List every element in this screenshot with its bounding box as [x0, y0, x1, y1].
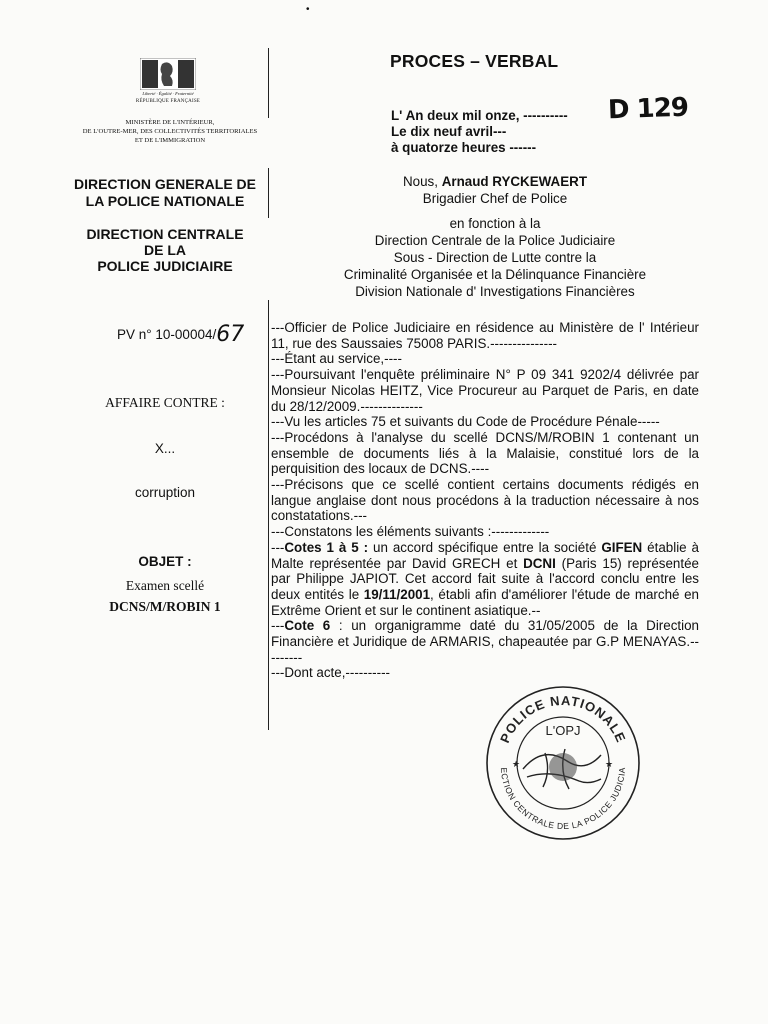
marianne-emblem-icon — [140, 58, 196, 90]
officer-function-line-2: Direction Centrale de la Police Judiciaire — [374, 233, 616, 248]
cotes-1-5-date: 19/11/2001 — [363, 586, 431, 602]
paragraph-precisions: ---Précisons que ce scellé contient certains documents rédigés en langue anglaise dont nous procédons à la traduction nécessaire à nos constatations.--- — [271, 477, 699, 524]
objet-label: OBJET : — [138, 554, 192, 569]
paragraph-enquete: ---Poursuivant l'enquête préliminaire N° P 09 341 9202/4 délivrée par Monsieur Nicolas HEITZ, Vice Procureur au Parquet de Paris, en date du 28/12/2009.-------------- — [271, 367, 699, 414]
date-line-1: L' An deux mil onze, ---------- — [391, 108, 568, 123]
cotes-1-5-gifen: GIFEN — [601, 539, 643, 555]
affaire-corruption: corruption — [134, 485, 196, 500]
date-line-2: Le dix neuf avril--- — [391, 124, 507, 139]
paragraph-service: ---Étant au service,---- — [271, 351, 402, 367]
cotes-1-5-label: Cotes 1 à 5 : — [284, 539, 369, 555]
direction-generale — [60, 176, 270, 210]
officer-function-line-3: Sous - Direction de Lutte contre la — [393, 250, 597, 265]
document-number-handwritten: D 129 — [607, 92, 689, 126]
officer-rank: Brigadier Chef de Police — [422, 191, 568, 206]
direction-centrale-line-3: POLICE JUDICIAIRE — [97, 258, 233, 274]
ministry-line-1: MINISTÈRE DE L'INTÉRIEUR, — [125, 119, 215, 126]
direction-centrale-line-1: DIRECTION CENTRALE — [86, 226, 244, 242]
statement-body — [271, 320, 699, 681]
affaire-contre: AFFAIRE CONTRE : — [105, 395, 225, 410]
pv-number-prefix: PV n° 10-00004/ — [117, 327, 217, 342]
ministry-line-2: DE L'OUTRE-MER, DES COLLECTIVITÉS TERRITORIALES — [82, 128, 258, 135]
police-stamp-seal-icon — [483, 683, 643, 843]
cote-6-text: : un organigramme daté du 31/05/2005 de la Direction Financière et Juridique de ARMARIS, chapeautée par G.P MENAYAS.--------- — [271, 618, 699, 665]
paragraph-articles: ---Vu les articles 75 et suivants du Code de Procédure Pénale----- — [271, 414, 660, 430]
date-block — [391, 108, 568, 156]
officer-block — [300, 173, 690, 300]
direction-centrale-line-2: DE LA — [144, 242, 186, 258]
page-title: PROCES – VERBAL — [390, 51, 559, 71]
paragraph-cotes-1-5 — [271, 540, 699, 619]
stamp-center-text: L'OPJ — [545, 723, 581, 738]
separator-body — [268, 300, 269, 730]
officer-function-line-4: Criminalité Organisée et la Délinquance Financière — [343, 267, 647, 282]
objet-scelle: DCNS/M/ROBIN 1 — [109, 599, 221, 614]
top-mark: • — [306, 4, 310, 15]
cote-6-dashes: --- — [271, 618, 285, 634]
officer-function-line-5: Division Nationale d' Investigations Financières — [355, 284, 635, 299]
paragraph-officer: ---Officier de Police Judiciaire en résidence au Ministère de l' Intérieur 11, rue des Saussaies 75008 PARIS.--------------- — [271, 320, 699, 351]
ministry-line-3: ET DE L'IMMIGRATION — [134, 137, 206, 144]
police-stamp — [483, 683, 643, 843]
officer-name: Arnaud RYCKEWAERT — [441, 174, 588, 189]
ministry-block — [80, 118, 260, 145]
paragraph-constatons: ---Constatons les éléments suivants :------------- — [271, 524, 550, 540]
officer-name-line — [300, 173, 690, 190]
cotes-1-5-text-2: établie à Malte représentée par David GRECH et — [271, 539, 699, 571]
paragraph-analyse: ---Procédons à l'analyse du scellé DCNS/M/ROBIN 1 contenant un ensemble de documents liés à la Malaisie, constitué lors de la perquisition des locaux de DCNS.---- — [271, 429, 699, 477]
stamp-bottom-text: ECTION CENTRALE DE LA POLICE JUDICIA — [498, 766, 628, 832]
cotes-1-5-dcni: DCNI — [523, 555, 556, 571]
direction-generale-line-1: DIRECTION GENERALE DE — [73, 176, 256, 192]
direction-generale-line-2: LA POLICE NATIONALE — [85, 193, 245, 209]
objet-examen: Examen scellé — [125, 578, 205, 593]
pv-number-handwritten: 67 — [216, 322, 245, 347]
paragraph-cote-6 — [271, 618, 699, 665]
stamp-top-text: POLICE NATIONALE — [497, 692, 629, 746]
date-line-3: à quatorze heures ------ — [391, 140, 537, 155]
logo-motto: Liberté · Égalité · Fraternité — [142, 91, 194, 96]
cotes-1-5-text-1: un accord spécifique entre la société — [368, 539, 602, 555]
officer-prefix: Nous, — [402, 174, 442, 189]
cotes-1-5-dashes: --- — [271, 539, 285, 555]
marianne-logo — [140, 58, 196, 95]
officer-function-line-1: en fonction à la — [449, 216, 541, 231]
cotes-1-5-text-4: , établi afin d'améliorer l'étude de marché en Extrême Orient et sur le continent asiatique.-- — [271, 586, 699, 618]
cotes-1-5-text-3: (Paris 15) représentée par Philippe JAPIOT. Cet accord fait suite à l'accord conclu entre les deux entités le — [271, 555, 699, 602]
pv-number — [117, 320, 244, 345]
stamp-star-right-icon: ★ — [605, 759, 614, 769]
direction-centrale — [60, 226, 270, 274]
stamp-star-left-icon: ★ — [512, 759, 521, 769]
logo-republic: RÉPUBLIQUE FRANÇAISE — [135, 99, 201, 104]
separator-top — [268, 48, 269, 118]
affaire-x: X... — [154, 441, 176, 456]
paragraph-dont-acte: ---Dont acte,---------- — [271, 665, 391, 681]
cote-6-label: Cote 6 — [284, 618, 331, 634]
